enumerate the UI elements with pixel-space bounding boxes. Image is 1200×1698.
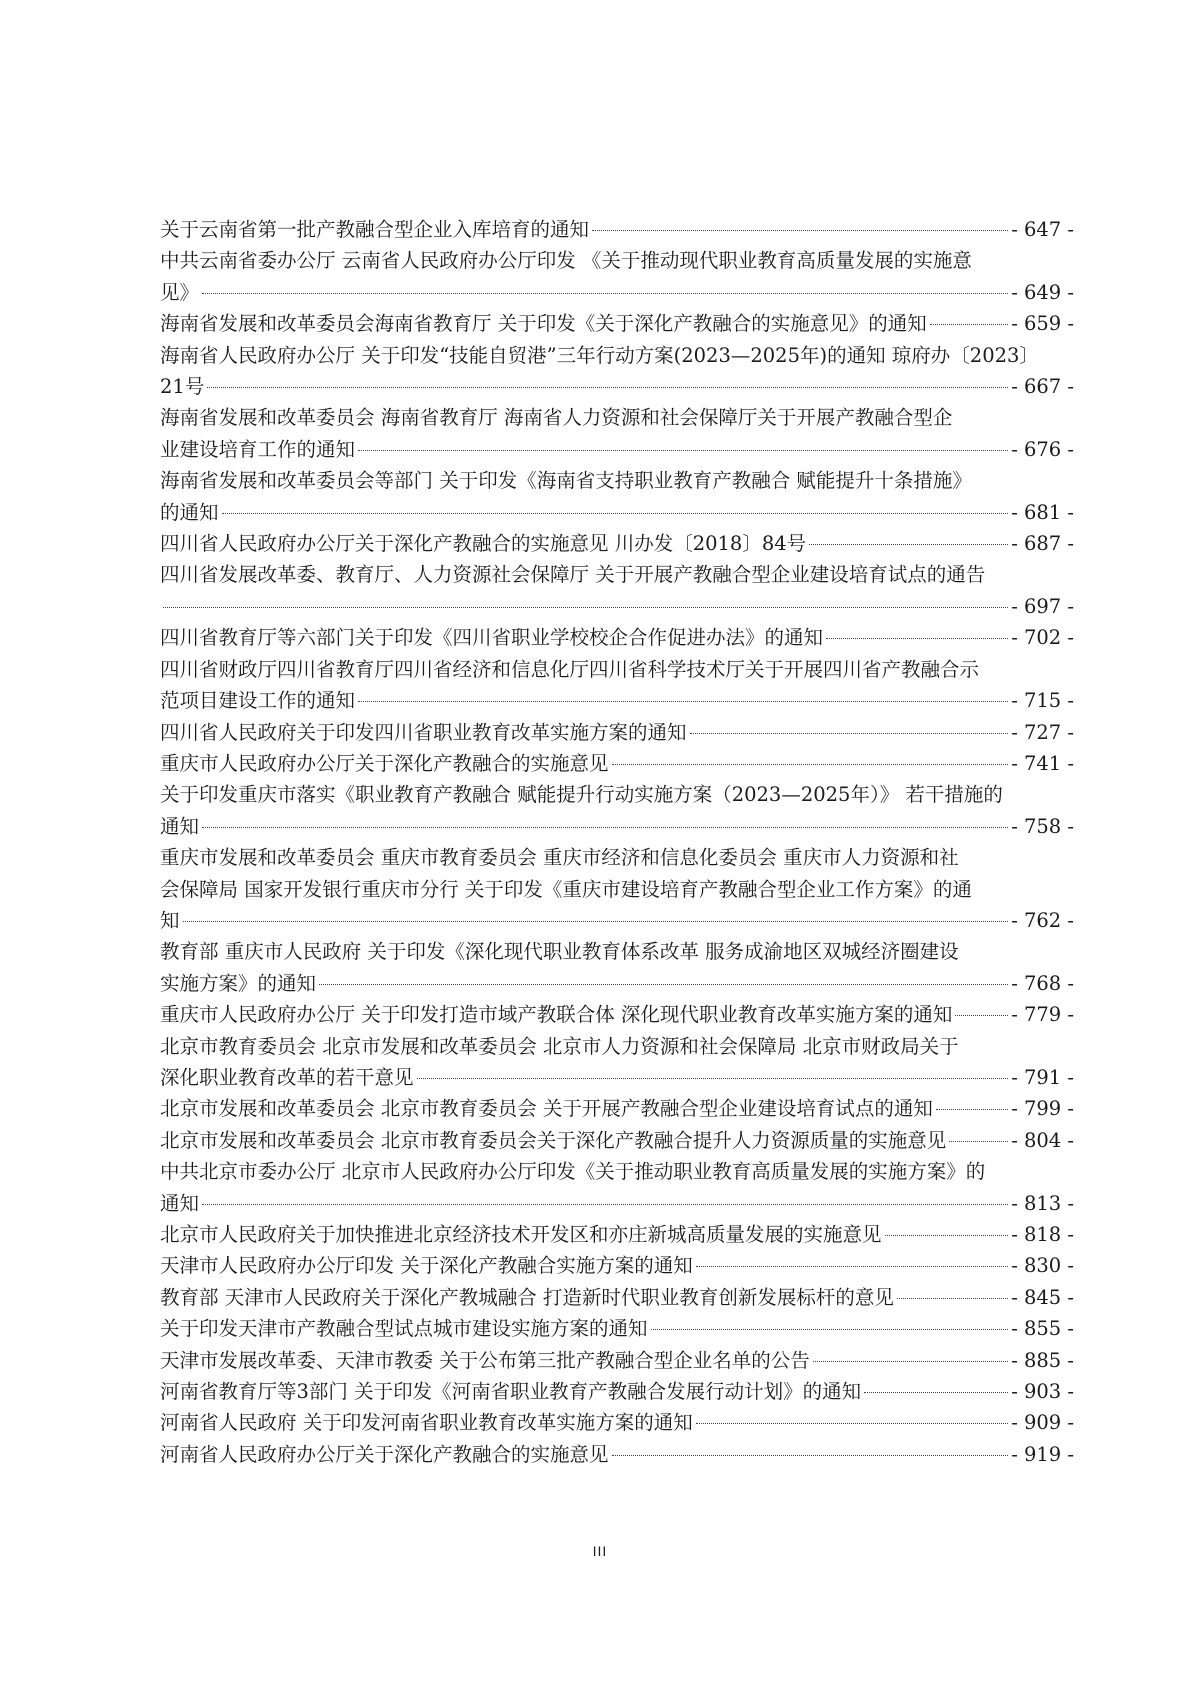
- toc-entry[interactable]: [160, 622, 1074, 653]
- toc-entry[interactable]: [160, 1250, 1074, 1281]
- toc-page-number: - 855 -: [1011, 1317, 1074, 1341]
- toc-entry-title-line: 北京市人民政府关于加快推进北京经济技术开发区和亦庄新城高质量发展的实施意见: [160, 1223, 882, 1246]
- toc-page-number: - 727 -: [1011, 720, 1074, 744]
- dot-leader: [163, 607, 1008, 608]
- toc-entry[interactable]: [160, 1313, 1074, 1344]
- dot-leader: [696, 1266, 1009, 1267]
- toc-entry-title-line: 四川省人民政府办公厅关于深化产教融合的实施意见 川办发〔2018〕84号: [160, 532, 807, 556]
- toc-page-number: - 667 -: [1011, 375, 1074, 399]
- toc-entry-title-line: 海南省发展和改革委员会等部门 关于印发《海南省支持职业教育产教融合 赋能提升十条措施》: [160, 469, 972, 493]
- dot-leader: [690, 733, 1009, 734]
- toc-entry-title-line: 北京市教育委员会 北京市发展和改革委员会 北京市人力资源和社会保障局 北京市财政局关于: [160, 1034, 959, 1058]
- dot-leader: [202, 293, 1008, 294]
- dot-leader: [202, 1204, 1008, 1205]
- toc-entry-title-line: 海南省发展和改革委员会海南省教育厅 关于印发《关于深化产教融合的实施意见》的通知: [160, 312, 927, 336]
- dot-leader: [202, 827, 1008, 828]
- toc-page-number: - 919 -: [1011, 1442, 1074, 1466]
- dot-leader: [319, 984, 1008, 985]
- dot-leader: [417, 1078, 1009, 1079]
- toc-entry[interactable]: [160, 245, 1074, 308]
- toc-entry[interactable]: [160, 1219, 1074, 1250]
- toc-entry-title-line: 四川省发展改革委、教育厅、人力资源社会保障厅 关于开展产教融合型企业建设培育试点的通告: [160, 563, 986, 587]
- toc-entry[interactable]: [160, 999, 1074, 1030]
- toc-page-number: - 687 -: [1011, 532, 1074, 556]
- toc-entry-title-line: 北京市发展和改革委员会 北京市教育委员会 关于开展产教融合型企业建设培育试点的通知: [160, 1097, 933, 1121]
- toc-entry[interactable]: [160, 1345, 1074, 1376]
- dot-leader: [864, 1392, 1008, 1393]
- toc-entry-title-line: 关于云南省第一批产教融合型企业入库培育的通知: [160, 218, 590, 241]
- dot-leader: [930, 324, 1009, 325]
- toc-page-number: - 813 -: [1011, 1191, 1074, 1215]
- toc-page-number: - 818 -: [1011, 1223, 1074, 1246]
- page-footer-number: III: [592, 1543, 608, 1559]
- dot-leader: [592, 230, 1008, 231]
- toc-entry[interactable]: [160, 936, 1074, 999]
- toc-entry-title-line: 四川省教育厅等六部门关于印发《四川省职业学校校企合作促进办法》的通知: [160, 626, 824, 650]
- toc-entry[interactable]: [160, 654, 1074, 717]
- toc-entry[interactable]: [160, 779, 1074, 842]
- dot-leader: [949, 1141, 1008, 1142]
- dot-leader: [955, 1015, 1008, 1016]
- dot-leader: [885, 1235, 1009, 1236]
- dot-leader: [696, 1423, 1009, 1424]
- toc-page-number: - 762 -: [1011, 908, 1074, 932]
- toc-entry-title-line: 重庆市人民政府办公厅 关于印发打造市域产教联合体 深化现代职业教育改革实施方案的通知: [160, 1003, 953, 1027]
- dot-leader: [358, 450, 1008, 451]
- toc-page-number: - 830 -: [1011, 1254, 1074, 1278]
- toc-page-number: - 647 -: [1011, 218, 1074, 241]
- dot-leader: [183, 921, 1009, 922]
- toc-entry-title-line: 会保障局 国家开发银行重庆市分行 关于印发《重庆市建设培育产教融合型企业工作方案》的通: [160, 877, 972, 901]
- toc-entry-title-line: 海南省人民政府办公厅 关于印发“技能自贸港”三年行动方案(2023—2025年)的通知 琼府办〔2023〕: [160, 343, 1039, 367]
- toc-page-number: - 768 -: [1011, 971, 1074, 995]
- dot-leader: [809, 544, 1008, 545]
- toc-page-number: - 681 -: [1011, 500, 1074, 524]
- toc-page-number: - 903 -: [1011, 1380, 1074, 1404]
- toc-page-number: - 741 -: [1011, 751, 1074, 775]
- dot-leader: [813, 1361, 1009, 1362]
- toc-entry-title-line: 通知: [160, 814, 200, 838]
- dot-leader: [612, 1455, 1009, 1456]
- toc-entry[interactable]: [160, 842, 1074, 936]
- toc-entry-title-line: 天津市人民政府办公厅印发 关于深化产教融合实施方案的通知: [160, 1254, 693, 1278]
- toc-entry-title-line: 知: [160, 908, 180, 932]
- toc-entry-title-line: 见》: [160, 280, 200, 304]
- toc-entry[interactable]: [160, 1031, 1074, 1094]
- toc-entry[interactable]: [160, 308, 1074, 339]
- toc-entry[interactable]: [160, 559, 1074, 622]
- toc-entry-title-line: 21号: [160, 375, 205, 399]
- toc-entry[interactable]: [160, 1282, 1074, 1313]
- toc-entry-title-line: 深化职业教育改革的若干意见: [160, 1065, 414, 1089]
- toc-page-number: - 885 -: [1011, 1348, 1074, 1372]
- toc-entry-title-line: 四川省财政厅四川省教育厅四川省经济和信息化厅四川省科学技术厅关于开展四川省产教融合示: [160, 657, 980, 681]
- toc-page-number: - 697 -: [1011, 594, 1074, 618]
- toc-entry[interactable]: [160, 1125, 1074, 1156]
- toc-entry[interactable]: [160, 748, 1074, 779]
- toc-entry-title-line: 中共北京市委办公厅 北京市人民政府办公厅印发《关于推动职业教育高质量发展的实施方案》的: [160, 1160, 986, 1184]
- toc-entry-title-line: 业建设培育工作的通知: [160, 437, 356, 461]
- toc-page-number: - 715 -: [1011, 689, 1074, 713]
- toc-page-number: - 909 -: [1011, 1411, 1074, 1435]
- toc-entry-title-line: 重庆市发展和改革委员会 重庆市教育委员会 重庆市经济和信息化委员会 重庆市人力资源和社: [160, 846, 959, 870]
- toc-entry[interactable]: [160, 1407, 1074, 1438]
- toc-page-number: - 791 -: [1011, 1065, 1074, 1089]
- toc-entry-title-line: 教育部 重庆市人民政府 关于印发《深化现代职业教育体系改革 服务成渝地区双城经济圈建设: [160, 940, 959, 964]
- toc-entry[interactable]: [160, 340, 1074, 403]
- toc-page-number: - 758 -: [1011, 814, 1074, 838]
- toc-entry-title-line: 中共云南省委办公厅 云南省人民政府办公厅印发 《关于推动现代职业教育高质量发展的实施意: [160, 249, 972, 273]
- toc-entry-title-line: 关于印发天津市产教融合型试点城市建设实施方案的通知: [160, 1317, 648, 1341]
- dot-leader: [222, 513, 1009, 514]
- toc-page-number: - 702 -: [1011, 626, 1074, 650]
- toc-entry-title-line: 教育部 天津市人民政府关于深化产教城融合 打造新时代职业教育创新发展标杆的意见: [160, 1285, 894, 1309]
- dot-leader: [612, 764, 1009, 765]
- dot-leader: [207, 387, 1008, 388]
- toc-entry-title-line: 实施方案》的通知: [160, 971, 317, 995]
- toc-entry[interactable]: [160, 528, 1074, 559]
- toc-entry[interactable]: [160, 465, 1074, 528]
- toc-entry-title-line: 范项目建设工作的通知: [160, 689, 356, 713]
- toc-entry[interactable]: [160, 717, 1074, 748]
- dot-leader: [897, 1298, 1008, 1299]
- toc-entry-title-line: 重庆市人民政府办公厅关于深化产教融合的实施意见: [160, 751, 609, 775]
- dot-leader: [826, 638, 1008, 639]
- toc-entry-title-line: 河南省人民政府办公厅关于深化产教融合的实施意见: [160, 1442, 609, 1466]
- toc-entry-title-line: 通知: [160, 1191, 200, 1215]
- toc-page-number: - 779 -: [1011, 1003, 1074, 1027]
- dot-leader: [651, 1329, 1009, 1330]
- toc-entry[interactable]: [160, 402, 1074, 465]
- toc-entry[interactable]: [160, 1439, 1074, 1470]
- toc-page-number: - 649 -: [1011, 280, 1074, 304]
- toc-entry-title-line: 的通知: [160, 500, 219, 524]
- toc-entry-title-line: 河南省教育厅等3部门 关于印发《河南省职业教育产教融合发展行动计划》的通知: [160, 1380, 862, 1404]
- toc-page-number: - 804 -: [1011, 1128, 1074, 1152]
- toc-entry[interactable]: [160, 1376, 1074, 1407]
- dot-leader: [358, 701, 1008, 702]
- toc-entry[interactable]: [160, 1093, 1074, 1124]
- toc-entry[interactable]: [160, 1156, 1074, 1219]
- toc-entry-title-line: 天津市发展改革委、天津市教委 关于公布第三批产教融合型企业名单的公告: [160, 1348, 810, 1372]
- toc-page-number: - 799 -: [1011, 1097, 1074, 1121]
- table-of-contents: [160, 214, 1074, 1470]
- toc-page-number: - 845 -: [1011, 1285, 1074, 1309]
- toc-entry[interactable]: [160, 214, 1074, 245]
- dot-leader: [936, 1109, 1008, 1110]
- toc-entry-title-line: 海南省发展和改革委员会 海南省教育厅 海南省人力资源和社会保障厅关于开展产教融合型企: [160, 406, 953, 430]
- toc-entry-title-line: 北京市发展和改革委员会 北京市教育委员会关于深化产教融合提升人力资源质量的实施意见: [160, 1128, 947, 1152]
- toc-page-number: - 676 -: [1011, 437, 1074, 461]
- toc-page-number: - 659 -: [1011, 312, 1074, 336]
- toc-entry-title-line: 河南省人民政府 关于印发河南省职业教育改革实施方案的通知: [160, 1411, 693, 1435]
- toc-entry-title-line: 关于印发重庆市落实《职业教育产教融合 赋能提升行动实施方案（2023—2025年）》 若干措施的: [160, 783, 1003, 807]
- toc-entry-title-line: 四川省人民政府关于印发四川省职业教育改革实施方案的通知: [160, 720, 687, 744]
